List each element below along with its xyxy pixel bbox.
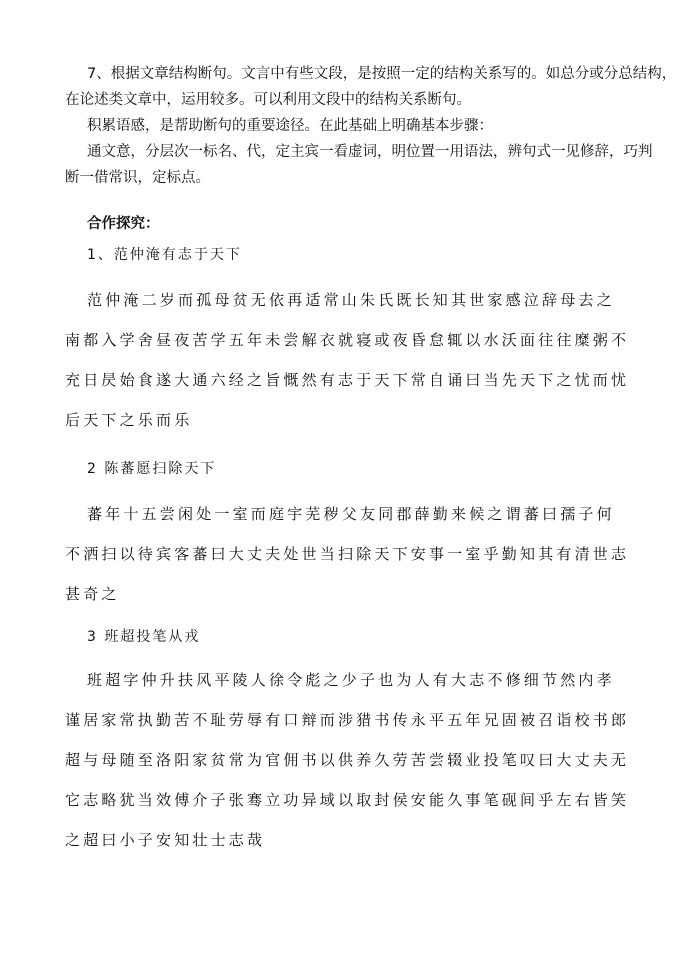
- section-heading: 合作探究：: [87, 216, 160, 232]
- story-3-line: 谨居家常执勤苦不耻劳辱有口辩而涉猎书传永平五年兄固被召诣校书郎: [65, 711, 630, 729]
- story-3-body: [65, 660, 647, 860]
- story-2-line: 蕃年十五尝闲处一室而庭宇芜秽父友同郡薛勤来候之谓蕃曰孺子何: [87, 505, 615, 523]
- story-3-line: 它志略犹当效傅介子张骞立功异域以取封侯安能久事笔砚间乎左右皆笑: [65, 791, 630, 809]
- intro-paragraph-3-line-2: 断一借常识，定标点。: [65, 170, 210, 186]
- story-3-line: 班超字仲升扶风平陵人徐令彪之少子也为人有大志不修细节然内孝: [87, 671, 615, 689]
- story-1-title: 1、范仲淹有志于天下: [87, 247, 242, 263]
- story-3-title: 3 班超投笔从戎: [87, 629, 201, 645]
- story-2-line: 不洒扫以待宾客蕃曰大丈夫处世当扫除天下安事一室乎勤知其有清世志: [65, 545, 630, 563]
- story-1-line: 范仲淹二岁而孤母贫无依再适常山朱氏既长知其世家感泣辞母去之: [87, 291, 615, 309]
- story-3-line: 之超曰小子安知壮士志哉: [65, 831, 266, 849]
- story-1-line: 后天下之乐而乐: [65, 411, 193, 429]
- story-3-line: 超与母随至洛阳家贫常为官佣书以供养久劳苦尝辍业投笔叹曰大丈夫无: [65, 751, 630, 769]
- intro-paragraph-1-line-2: 在论述类文章中，运用较多。可以利用文段中的结构关系断句。: [65, 92, 471, 108]
- story-1-line: 南都入学舍昼夜苦学五年未尝解衣就寝或夜昏怠辄以水沃面往往糜粥不: [65, 331, 630, 349]
- intro-paragraph-1-line-1: 7、根据文章结构断句。文言中有些文段，是按照一定的结构关系写的。如总分或分总结构，: [87, 66, 677, 82]
- story-2-body: [65, 494, 647, 614]
- story-2-line: 甚奇之: [65, 585, 120, 603]
- intro-section: [65, 61, 677, 191]
- story-1-body: [65, 280, 647, 440]
- story-1-line: 充日昃始食遂大通六经之旨慨然有志于天下常自诵曰当先天下之忧而忧: [65, 371, 630, 389]
- intro-paragraph-3-line-1: 通文意，分层次一标名、代，定主宾一看虚词，明位置一用语法，辨句式一见修辞，巧判: [87, 144, 653, 160]
- story-2-title: 2 陈蕃愿扫除天下: [87, 461, 217, 477]
- intro-paragraph-2: 积累语感，是帮助断句的重要途径。在此基础上明确基本步骤：: [87, 118, 493, 134]
